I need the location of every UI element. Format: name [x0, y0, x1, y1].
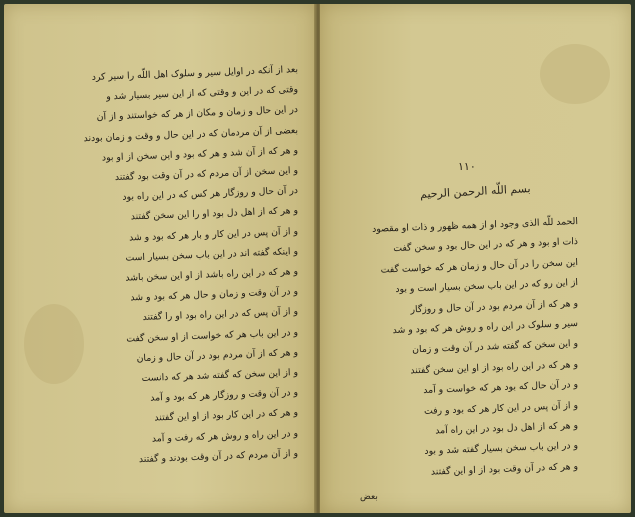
text-line: وقتی که در این و وقتی که از این سیر بسیار شد و [106, 84, 299, 103]
catchword: بعض [360, 492, 378, 502]
text-line: و هر که در این راه باشد از او این سخن باشد [125, 266, 299, 284]
text-line: از این رو که در این باب سخن بسیار است و بود [395, 277, 579, 296]
left-page-text [62, 60, 298, 464]
text-line: ذات او بود و هر که در این حال بود و سخن گفت [393, 236, 579, 255]
text-line: و هر که در این راه بود از او این سخن گفتند [410, 358, 579, 377]
text-line: و در این باب سخن بسیار گفته شد و بود [424, 440, 579, 458]
text-line: و هر که از آن مردم بود در آن حال و زمان [136, 346, 299, 365]
text-line: و این سخن که گفته شد در آن وقت و زمان [411, 338, 579, 356]
text-line: و هر که از آن شد و هر که بود و این سخن از او بود [101, 144, 299, 164]
text-line: و از آن پس در این کار هر که بود و رفت [423, 399, 579, 417]
text-line: سیر و سلوک در این راه و روش هر که بود و شد [392, 318, 579, 337]
page-number: ۱۱۰ [458, 160, 476, 173]
text-line: و هر که از آن مردم بود در آن حال و روزگار [410, 297, 579, 316]
text-line: و هر که از اهل دل بود او را این سخن گفتند [130, 205, 299, 223]
text-line: الحمد للّه الذی وجود او از همه ظهور و ذات او مقصود [371, 216, 579, 235]
text-line: و اینکه گفته اند در این باب سخن بسیار است [125, 245, 299, 264]
text-line: در این حال و زمان و مکان از هر که خواستند و از آن [96, 104, 299, 124]
text-line: و از آن پس که در این راه بود او را گفتند [142, 306, 299, 324]
right-page-text [352, 212, 578, 477]
basmala-heading: بسم اللّه الرحمن الرحیم [419, 182, 531, 201]
text-line: و در آن وقت و روزگار هر که بود و آمد [150, 387, 299, 404]
text-line: و از آن پس در این کار و بار هر که بود و شد [128, 225, 299, 244]
text-line: بعد از آنکه در اوایل سیر و سلوک اهل اللّه را سیر کرد [91, 64, 299, 83]
text-line: و در این باب هر که خواست از او سخن گفت [126, 326, 299, 345]
text-line: این سخن را در آن حال و زمان هر که خواست گفت [380, 256, 579, 276]
text-line: و در آن وقت و زمان و حال هر که بود و شد [130, 286, 299, 304]
text-line: و از این سخن که گفته شد هر که دانست [141, 367, 299, 385]
paper-stain [540, 44, 610, 104]
text-line: و هر که در آن وقت بود از او این گفتند [430, 460, 579, 478]
text-line: و هر که در این کار بود از او این گفتند [154, 407, 299, 424]
text-line: و از آن مردم که در آن وقت بودند و گفتند [138, 447, 299, 465]
text-line: و در آن حال که بود هر که خواست و آمد [423, 379, 579, 397]
text-line: و این سخن از آن مردم که در آن وقت بود گفتند [114, 165, 299, 184]
text-line: و در این راه و روش هر که رفت و آمد [151, 427, 299, 445]
text-line: در آن حال و روزگار هر کس که در این راه بود [122, 185, 299, 203]
text-line: و هر که از اهل دل بود در این راه آمد [435, 420, 579, 437]
text-line: بعضی از آن مردمان که در این حال و وقت و زمان بودند [83, 124, 299, 144]
